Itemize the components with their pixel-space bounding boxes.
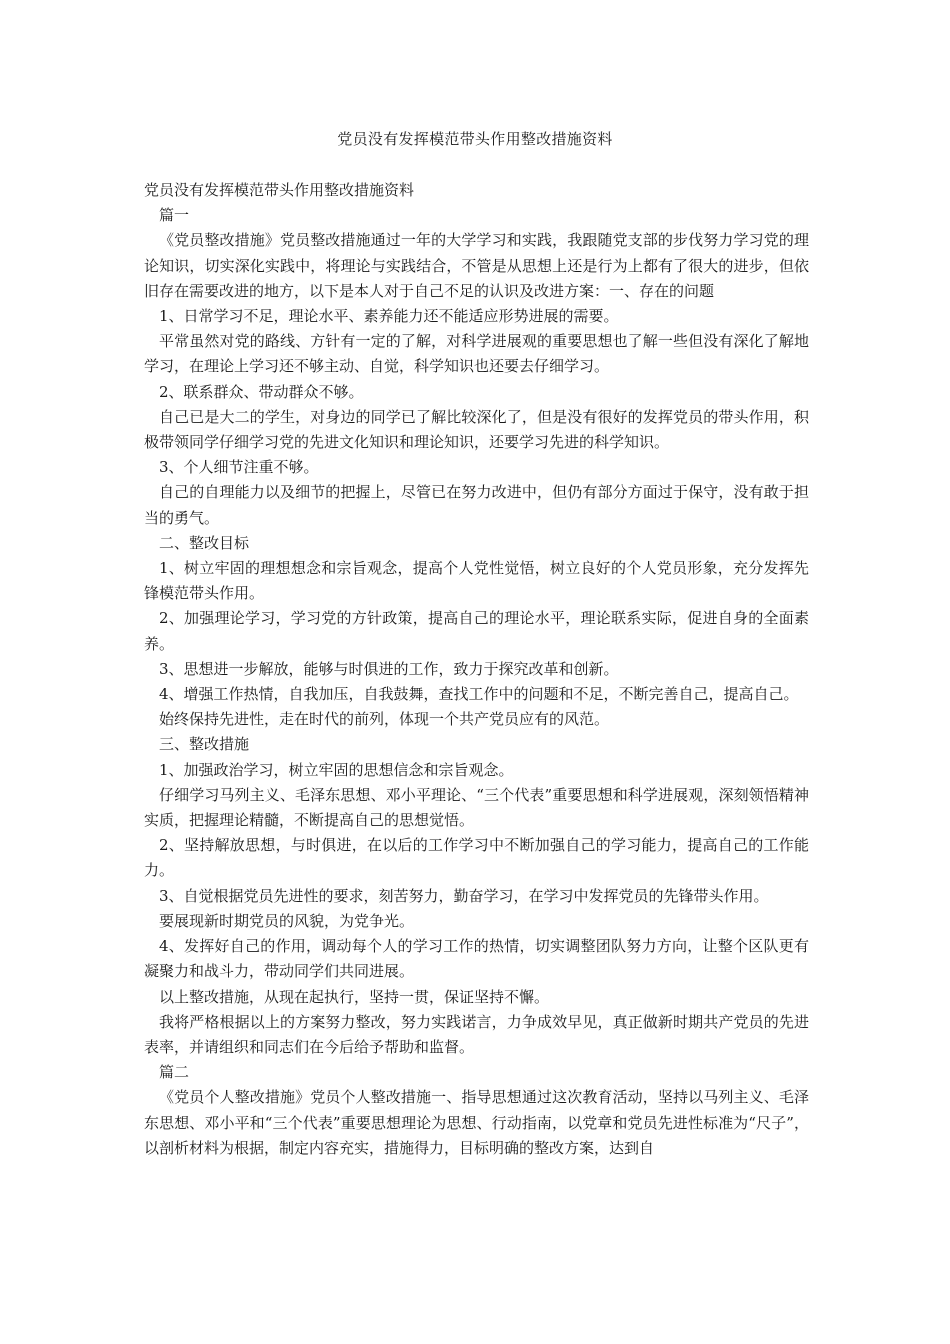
paragraph-heading: 党员没有发挥模范带头作用整改措施资料 [144,181,415,199]
section-heading-measures: 三、整改措施 [159,735,250,754]
paragraph: 2、坚持解放思想，与时俱进，在以后的工作学习中不断加强自己的学习能力，提高自己的工作能力。 [144,836,809,880]
paragraph: 2、联系群众、带动群众不够。 [159,382,364,401]
paragraph: 3、自觉根据党员先进性的要求，刻苦努力，勤奋学习，在学习中发挥党员的先锋带头作用。 [159,886,769,905]
paragraph: 我将严格根据以上的方案努力整改，努力实践诺言，力争成效早见，真正做新时期共产党员的先进表率，并请组织和同志们在今后给予帮助和监督。 [144,1012,809,1056]
paragraph: 始终保持先进性，走在时代的前列，体现一个共产党员应有的风范。 [159,710,610,729]
paragraph: 1、树立牢固的理想想念和宗旨观念，提高个人党性觉悟，树立良好的个人党员形象，充分发挥先锋模范带头作用。 [144,559,809,603]
section-label-part-one: 篇一 [159,206,190,225]
paragraph: 4、增强工作热情，自我加压，自我鼓舞，查找工作中的问题和不足，不断完善自己，提高自己。 [159,685,799,704]
paragraph: 1、日常学习不足，理论水平、素养能力还不能适应形势进展的需要。 [159,307,619,326]
paragraph: 3、个人细节注重不够。 [159,458,319,477]
paragraph: 自己已是大二的学生，对身边的同学已了解比较深化了，但是没有很好的发挥党员的带头作用，积极带领同学仔细学习党的先进文化知识和理论知识，还要学习先进的科学知识。 [144,407,809,452]
paragraph: 1、加强政治学习，树立牢固的思想信念和宗旨观念。 [159,760,514,779]
section-heading-goals: 二、整改目标 [159,533,250,552]
paragraph: 平常虽然对党的路线、方针有一定的了解，对科学进展观的重要思想也了解一些但没有深化了解地学习，在理论上学习还不够主动、自觉，科学知识也还要去仔细学习。 [144,332,809,376]
paragraph: 《党员个人整改措施》党员个人整改措施一、指导思想通过这次教育活动，坚持以马列主义、毛泽东思想、邓小平和“三个代表”重要思想理论为思想、行动指南，以党章和党员先进性标准为“尺子”，以剖析材料为根据，制定内容充实，措施得力，目标明确的整改方案，达到自 [144,1088,809,1157]
paragraph: 要展现新时期党员的风貌，为党争光。 [159,911,415,930]
paragraph: 2、加强理论学习，学习党的方针政策，提高自己的理论水平，理论联系实际，促进自身的全面素养。 [144,609,809,653]
paragraph: 《党员整改措施》党员整改措施通过一年的大学学习和实践，我跟随党支部的步伐努力学习党的理论知识，切实深化实践中，将理论与实践结合，不管是从思想上还是行为上都有了很大的进步，但依旧存在需要改进的地方，以下是本人对于自己不足的认识及改进方案：一、存在的问题 [144,231,809,300]
paragraph: 仔细学习马列主义、毛泽东思想、邓小平理论、“三个代表”重要思想和科学进展观，深刻领悟精神实质，把握理论精髓，不断提高自己的思想觉悟。 [144,785,809,830]
paragraph: 以上整改措施，从现在起执行，坚持一贯，保证坚持不懈。 [159,987,550,1006]
paragraph: 自己的自理能力以及细节的把握上，尽管已在努力改进中，但仍有部分方面过于保守，没有敢于担当的勇气。 [144,483,809,527]
document-title: 党员没有发挥模范带头作用整改措施资料 [337,130,613,148]
document-body [144,178,809,1161]
section-label-part-two: 篇二 [159,1063,190,1082]
paragraph: 4、发挥好自己的作用，调动每个人的学习工作的热情，切实调整团队努力方向，让整个区队更有凝聚力和战斗力，带动同学们共同进展。 [144,937,809,981]
paragraph: 3、思想进一步解放，能够与时俱进的工作，致力于探究改革和创新。 [159,659,619,678]
